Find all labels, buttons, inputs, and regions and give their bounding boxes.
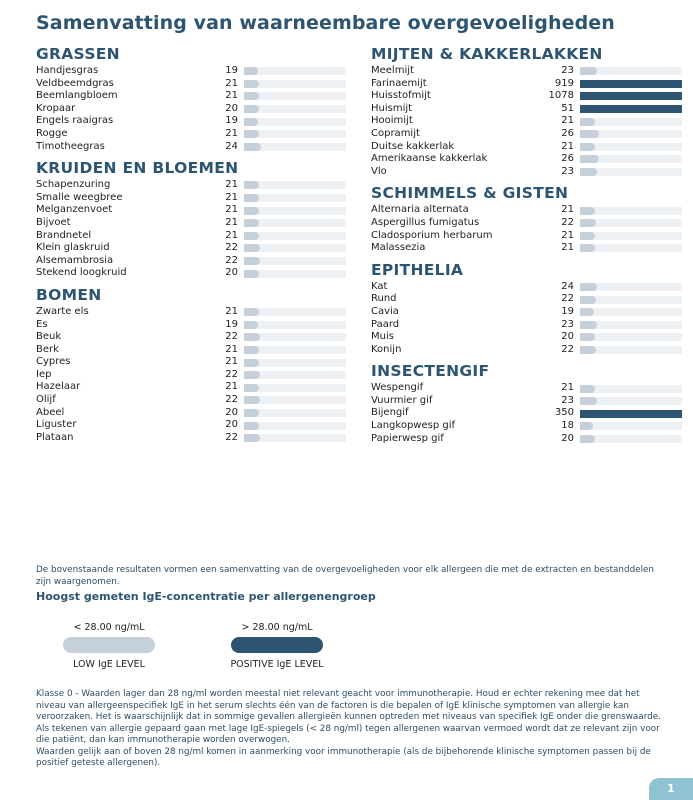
low-level-bar bbox=[580, 385, 595, 393]
low-level-bar bbox=[244, 67, 258, 75]
allergen-value: 350 bbox=[554, 407, 574, 419]
allergen-name: Kropaar bbox=[36, 102, 76, 114]
allergen-name: Huismijt bbox=[371, 102, 413, 114]
low-level-bar bbox=[244, 270, 259, 278]
legend-low bbox=[54, 621, 164, 670]
allergen-value: 23 bbox=[561, 165, 574, 177]
allergen-row-handjesgras bbox=[36, 65, 346, 78]
low-level-bar bbox=[244, 409, 259, 417]
allergen-value: 21 bbox=[225, 356, 238, 368]
level-bar-track bbox=[580, 410, 682, 418]
footnote-class-0: Klasse 0 - Waarden lager dan 28 ng/ml worden meestal niet relevant geacht voor immunotherapie. Houd er echter rekening mee dat het niveau van allergeenspecifiek IgE in het serum slechts één van de factoren is die bepalen of IgE klinische symptomen van allergie kan veroorzaken. Het is waarschijnlijk dat in sommige gevallen allergieën kunnen optreden met niveaus van specifiek IgE onder die grenswaarde. bbox=[36, 689, 661, 722]
allergen-name: Klein glaskruid bbox=[36, 242, 110, 254]
allergen-row-kropaar bbox=[36, 103, 346, 116]
allergen-value: 20 bbox=[225, 419, 238, 431]
allergen-row-bijvoet bbox=[36, 217, 346, 230]
allergen-value: 21 bbox=[225, 305, 238, 317]
allergen-value: 21 bbox=[561, 140, 574, 152]
allergen-row-engels-raaigras bbox=[36, 115, 346, 128]
level-bar-track bbox=[244, 434, 346, 442]
allergen-value: 22 bbox=[225, 431, 238, 443]
level-bar-track bbox=[580, 67, 682, 75]
positive-level-bar bbox=[580, 410, 682, 418]
allergen-value: 24 bbox=[225, 140, 238, 152]
level-bar-track bbox=[244, 232, 346, 240]
legend-low-range: < 28.00 ng/mL bbox=[73, 622, 145, 633]
level-bar-track bbox=[244, 384, 346, 392]
low-level-bar bbox=[580, 232, 595, 240]
allergen-row-hooimijt bbox=[371, 115, 682, 128]
allergen-name: Vlo bbox=[371, 165, 387, 177]
allergen-row-beemlangbloem bbox=[36, 90, 346, 103]
positive-level-bar bbox=[580, 105, 682, 113]
allergen-row-zwarte-els bbox=[36, 306, 346, 319]
allergen-row-abeel bbox=[36, 407, 346, 420]
allergen-row-klein-glaskruid bbox=[36, 242, 346, 255]
positive-level-bar bbox=[580, 92, 682, 100]
level-bar-track bbox=[244, 308, 346, 316]
level-bar-track bbox=[580, 308, 682, 316]
allergen-name: Aspergillus fumigatus bbox=[371, 216, 480, 228]
allergen-value: 21 bbox=[561, 242, 574, 254]
level-bar-track bbox=[580, 105, 682, 113]
allergen-row-malassezia bbox=[371, 242, 682, 255]
allergen-name: Papierwesp gif bbox=[371, 432, 444, 444]
allergen-value: 22 bbox=[225, 254, 238, 266]
allergen-value: 23 bbox=[561, 394, 574, 406]
allergen-name: Cladosporium herbarum bbox=[371, 229, 493, 241]
level-bar-track bbox=[580, 92, 682, 100]
allergen-name: Berk bbox=[36, 343, 59, 355]
allergen-name: Beuk bbox=[36, 331, 62, 343]
page-number: 1 bbox=[649, 778, 693, 800]
allergen-name: Langkopwesp gif bbox=[371, 420, 455, 432]
level-bar-track bbox=[244, 130, 346, 138]
allergen-name: Vuurmier gif bbox=[371, 394, 433, 406]
level-bar-track bbox=[580, 232, 682, 240]
level-bar-track bbox=[580, 346, 682, 354]
low-level-bar bbox=[244, 194, 259, 202]
level-bar-track bbox=[244, 80, 346, 88]
allergen-name: Engels raaigras bbox=[36, 115, 114, 127]
allergen-name: Beemlangbloem bbox=[36, 90, 118, 102]
allergen-row-brandnetel bbox=[36, 230, 346, 243]
allergen-row-cavia bbox=[371, 306, 682, 319]
low-level-bar bbox=[244, 371, 260, 379]
level-bar-track bbox=[244, 67, 346, 75]
low-level-bar bbox=[580, 143, 595, 151]
low-level-bar bbox=[580, 422, 593, 430]
low-level-bar bbox=[244, 384, 259, 392]
low-level-bar bbox=[244, 359, 259, 367]
allergen-value: 22 bbox=[561, 216, 574, 228]
allergen-row-hazelaar bbox=[36, 381, 346, 394]
level-bar-track bbox=[580, 155, 682, 163]
allergen-name: Alsemambrosia bbox=[36, 254, 114, 266]
level-bar-track bbox=[244, 105, 346, 113]
allergen-row-iep bbox=[36, 369, 346, 382]
low-level-bar bbox=[580, 321, 597, 329]
allergen-value: 21 bbox=[561, 115, 574, 127]
allergen-row-amerikaanse-kakkerlak bbox=[371, 153, 682, 166]
allergen-name: Copramijt bbox=[371, 127, 420, 139]
allergen-name: Hazelaar bbox=[36, 381, 81, 393]
allergen-row-kat bbox=[371, 281, 682, 294]
positive-level-bar bbox=[580, 80, 682, 88]
allergen-name: Es bbox=[36, 318, 48, 330]
level-bar-track bbox=[580, 244, 682, 252]
level-bar-track bbox=[580, 219, 682, 227]
level-bar-track bbox=[580, 80, 682, 88]
allergen-value: 20 bbox=[225, 102, 238, 114]
level-bar-track bbox=[244, 207, 346, 215]
allergen-value: 23 bbox=[561, 318, 574, 330]
group-grassen bbox=[36, 44, 346, 153]
group-title: KRUIDEN EN BLOEMEN bbox=[36, 159, 239, 178]
low-level-bar bbox=[580, 308, 594, 316]
group-title: EPITHELIA bbox=[371, 260, 464, 279]
level-bar-track bbox=[244, 244, 346, 252]
level-bar-track bbox=[580, 143, 682, 151]
low-level-bar bbox=[244, 396, 260, 404]
allergen-name: Alternaria alternata bbox=[371, 204, 469, 216]
allergen-name: Liguster bbox=[36, 419, 77, 431]
level-bar-track bbox=[580, 385, 682, 393]
page-title: Samenvatting van waarneembare overgevoeligheden bbox=[36, 12, 615, 34]
low-level-bar bbox=[580, 435, 595, 443]
allergen-value: 19 bbox=[225, 115, 238, 127]
allergen-value: 26 bbox=[561, 127, 574, 139]
allergen-row-alsemambrosia bbox=[36, 255, 346, 268]
low-level-bar bbox=[580, 168, 597, 176]
level-bar-track bbox=[244, 333, 346, 341]
allergen-row-berk bbox=[36, 344, 346, 357]
legend-low-label: LOW IgE LEVEL bbox=[73, 659, 145, 670]
legend-low-swatch bbox=[63, 637, 155, 653]
allergen-name: Malassezia bbox=[371, 242, 426, 254]
allergen-name: Rogge bbox=[36, 127, 68, 139]
allergen-value: 19 bbox=[225, 318, 238, 330]
group-title: GRASSEN bbox=[36, 45, 120, 63]
allergen-row-alternaria-alternata bbox=[371, 204, 682, 217]
allergen-value: 20 bbox=[561, 432, 574, 444]
allergen-row-plataan bbox=[36, 432, 346, 445]
low-level-bar bbox=[244, 308, 259, 316]
level-bar-track bbox=[244, 346, 346, 354]
low-level-bar bbox=[244, 232, 259, 240]
allergen-row-muis bbox=[371, 331, 682, 344]
allergen-value: 21 bbox=[561, 229, 574, 241]
group-title: SCHIMMELS & GISTEN bbox=[371, 184, 569, 203]
level-bar-track bbox=[244, 359, 346, 367]
allergen-value: 19 bbox=[561, 305, 574, 317]
level-bar-track bbox=[580, 422, 682, 430]
level-bar-track bbox=[244, 422, 346, 430]
level-bar-track bbox=[244, 219, 346, 227]
allergen-name: Timotheegras bbox=[36, 140, 105, 152]
allergen-name: Farinaemijt bbox=[371, 77, 427, 89]
allergen-name: Schapenzuring bbox=[36, 179, 111, 191]
low-level-bar bbox=[580, 155, 599, 163]
low-level-bar bbox=[244, 130, 259, 138]
allergen-row-beuk bbox=[36, 331, 346, 344]
level-bar-track bbox=[244, 194, 346, 202]
allergen-value: 21 bbox=[225, 179, 238, 191]
allergen-name: Melganzenvoet bbox=[36, 204, 113, 216]
group-insectengif bbox=[371, 361, 682, 445]
level-bar-track bbox=[244, 270, 346, 278]
allergen-name: Amerikaanse kakkerlak bbox=[371, 153, 488, 165]
allergen-row-farinaemijt bbox=[371, 78, 682, 91]
low-level-bar bbox=[580, 283, 597, 291]
allergen-name: Konijn bbox=[371, 343, 402, 355]
allergen-row-langkopwesp-gif bbox=[371, 420, 682, 433]
allergen-row-copramijt bbox=[371, 128, 682, 141]
allergen-value: 24 bbox=[561, 280, 574, 292]
level-bar-track bbox=[580, 168, 682, 176]
footnote-immunotherapy: Waarden gelijk aan of boven 28 ng/ml komen in aanmerking voor immunotherapie (als de bijbehorende klinische symptomen passen bij de positief geteste allergenen). bbox=[36, 746, 651, 768]
allergen-row-es bbox=[36, 319, 346, 332]
allergen-value: 22 bbox=[225, 242, 238, 254]
allergen-row-liguster bbox=[36, 419, 346, 432]
left-column bbox=[36, 44, 346, 449]
allergen-value: 21 bbox=[225, 204, 238, 216]
allergen-value: 21 bbox=[225, 229, 238, 241]
level-bar-track bbox=[580, 118, 682, 126]
allergen-value: 20 bbox=[225, 406, 238, 418]
low-level-bar bbox=[244, 333, 260, 341]
allergen-value: 22 bbox=[561, 293, 574, 305]
level-bar-track bbox=[244, 257, 346, 265]
low-level-bar bbox=[580, 346, 596, 354]
allergen-value: 21 bbox=[225, 343, 238, 355]
allergen-value: 22 bbox=[561, 343, 574, 355]
allergen-row-smalle-weegbree bbox=[36, 192, 346, 205]
allergen-name: Cavia bbox=[371, 305, 399, 317]
allergen-row-timotheegras bbox=[36, 141, 346, 154]
allergen-row-veldbeemdgras bbox=[36, 78, 346, 91]
level-bar-track bbox=[580, 283, 682, 291]
allergen-row-vuurmier-gif bbox=[371, 395, 682, 408]
allergen-value: 21 bbox=[225, 77, 238, 89]
low-level-bar bbox=[244, 422, 259, 430]
allergen-name: Hooimijt bbox=[371, 115, 413, 127]
level-bar-track bbox=[580, 130, 682, 138]
low-level-bar bbox=[580, 219, 596, 227]
legend-positive-range: > 28.00 ng/mL bbox=[241, 622, 313, 633]
allergen-name: Iep bbox=[36, 368, 52, 380]
level-bar-track bbox=[244, 118, 346, 126]
group-title: BOMEN bbox=[36, 285, 102, 304]
low-level-bar bbox=[244, 321, 258, 329]
group-mijten-kakkerlakken bbox=[371, 44, 682, 178]
footnote-low-levels: Als tekenen van allergie gepaard gaan met lage IgE-spiegels (< 28 ng/ml) tegen allergenen waarvan vermoed wordt dat ze relevant zijn voor die patiënt, dan kan immunotherapie worden overwogen. bbox=[36, 723, 660, 745]
level-bar-track bbox=[244, 371, 346, 379]
allergen-row-wespengif bbox=[371, 382, 682, 395]
allergen-row-huismijt bbox=[371, 103, 682, 116]
allergen-row-olijf bbox=[36, 394, 346, 407]
allergen-name: Brandnetel bbox=[36, 229, 92, 241]
allergen-row-rogge bbox=[36, 128, 346, 141]
allergen-value: 1078 bbox=[548, 90, 574, 102]
allergen-value: 21 bbox=[225, 216, 238, 228]
allergen-value: 26 bbox=[561, 153, 574, 165]
level-bar-track bbox=[244, 409, 346, 417]
allergen-name: Huisstofmijt bbox=[371, 90, 431, 102]
allergen-name: Duitse kakkerlak bbox=[371, 140, 455, 152]
group-kruiden-en-bloemen bbox=[36, 158, 346, 280]
allergen-row-aspergillus-fumigatus bbox=[371, 217, 682, 230]
low-level-bar bbox=[244, 80, 259, 88]
low-level-bar bbox=[580, 333, 595, 341]
allergen-value: 19 bbox=[225, 65, 238, 76]
allergen-name: Bijengif bbox=[371, 407, 409, 419]
legend-positive-label: POSITIVE IgE LEVEL bbox=[230, 659, 324, 670]
allergen-value: 21 bbox=[225, 127, 238, 139]
low-level-bar bbox=[580, 207, 595, 215]
low-level-bar bbox=[244, 105, 259, 113]
allergen-row-vlo bbox=[371, 166, 682, 179]
low-level-bar bbox=[244, 92, 259, 100]
allergen-row-meelmijt bbox=[371, 65, 682, 78]
level-bar-track bbox=[580, 435, 682, 443]
allergen-value: 21 bbox=[225, 90, 238, 102]
allergen-value: 22 bbox=[225, 368, 238, 380]
allergen-name: Paard bbox=[371, 318, 400, 330]
allergen-name: Meelmijt bbox=[371, 65, 414, 76]
level-bar-track bbox=[244, 143, 346, 151]
allergen-row-bijengif bbox=[371, 407, 682, 420]
allergen-name: Bijvoet bbox=[36, 216, 71, 228]
legend-title: Hoogst gemeten IgE-concentratie per allergenengroep bbox=[36, 590, 376, 603]
level-bar-track bbox=[244, 321, 346, 329]
allergen-name: Abeel bbox=[36, 406, 65, 418]
low-level-bar bbox=[244, 181, 259, 189]
level-bar-track bbox=[580, 397, 682, 405]
low-level-bar bbox=[244, 257, 260, 265]
level-bar-track bbox=[580, 207, 682, 215]
group-schimmels-gisten bbox=[371, 183, 682, 254]
level-bar-track bbox=[244, 92, 346, 100]
low-level-bar bbox=[244, 434, 260, 442]
allergen-name: Rund bbox=[371, 293, 397, 305]
legend-positive bbox=[222, 621, 332, 670]
low-level-bar bbox=[244, 219, 259, 227]
allergen-value: 18 bbox=[561, 420, 574, 432]
low-level-bar bbox=[580, 67, 597, 75]
allergen-name: Plataan bbox=[36, 431, 74, 443]
allergen-name: Stekend loogkruid bbox=[36, 267, 127, 279]
allergen-value: 51 bbox=[561, 102, 574, 114]
low-level-bar bbox=[244, 143, 261, 151]
level-bar-track bbox=[244, 396, 346, 404]
allergen-value: 21 bbox=[225, 381, 238, 393]
low-level-bar bbox=[244, 346, 259, 354]
allergen-row-cladosporium-herbarum bbox=[371, 230, 682, 243]
group-title: MIJTEN & KAKKERLAKKEN bbox=[371, 45, 603, 63]
allergen-value: 22 bbox=[225, 394, 238, 406]
group-title: INSECTENGIF bbox=[371, 362, 490, 381]
allergen-value: 23 bbox=[561, 65, 574, 76]
allergen-name: Kat bbox=[371, 280, 388, 292]
allergen-row-cypres bbox=[36, 356, 346, 369]
allergen-value: 21 bbox=[561, 204, 574, 216]
allergen-name: Veldbeemdgras bbox=[36, 77, 114, 89]
group-epithelia bbox=[371, 260, 682, 357]
low-level-bar bbox=[580, 296, 596, 304]
low-level-bar bbox=[244, 118, 258, 126]
allergen-value: 919 bbox=[554, 77, 574, 89]
allergen-row-schapenzuring bbox=[36, 179, 346, 192]
allergen-name: Olijf bbox=[36, 394, 56, 406]
level-bar-track bbox=[580, 321, 682, 329]
allergen-row-konijn bbox=[371, 344, 682, 357]
allergen-value: 20 bbox=[225, 267, 238, 279]
allergen-row-stekend-loogkruid bbox=[36, 267, 346, 280]
allergen-name: Handjesgras bbox=[36, 65, 99, 76]
low-level-bar bbox=[580, 244, 595, 252]
level-bar-track bbox=[580, 333, 682, 341]
allergen-name: Cypres bbox=[36, 356, 71, 368]
allergen-value: 21 bbox=[561, 382, 574, 394]
low-level-bar bbox=[580, 118, 595, 126]
level-bar-track bbox=[580, 296, 682, 304]
allergen-row-paard bbox=[371, 319, 682, 332]
allergen-name: Zwarte els bbox=[36, 305, 89, 317]
allergen-row-rund bbox=[371, 293, 682, 306]
group-bomen bbox=[36, 285, 346, 445]
allergen-name: Wespengif bbox=[371, 382, 424, 394]
level-bar-track bbox=[244, 181, 346, 189]
allergen-name: Smalle weegbree bbox=[36, 191, 123, 203]
low-level-bar bbox=[244, 244, 260, 252]
low-level-bar bbox=[580, 130, 599, 138]
footnote bbox=[36, 689, 666, 770]
right-column bbox=[371, 44, 682, 450]
allergen-row-duitse-kakkerlak bbox=[371, 141, 682, 154]
allergen-value: 20 bbox=[561, 331, 574, 343]
allergen-name: Muis bbox=[371, 331, 394, 343]
allergen-row-huisstofmijt bbox=[371, 90, 682, 103]
legend-positive-swatch bbox=[231, 637, 323, 653]
allergen-row-melganzenvoet bbox=[36, 204, 346, 217]
allergen-row-papierwesp-gif bbox=[371, 433, 682, 446]
low-level-bar bbox=[244, 207, 259, 215]
allergen-value: 22 bbox=[225, 331, 238, 343]
low-level-bar bbox=[580, 397, 597, 405]
allergen-value: 21 bbox=[225, 191, 238, 203]
summary-note: De bovenstaande resultaten vormen een samenvatting van de overgevoeligheden voor elk allergeen die met de extracten en bestanddelen zijn waargenomen. bbox=[36, 565, 655, 587]
